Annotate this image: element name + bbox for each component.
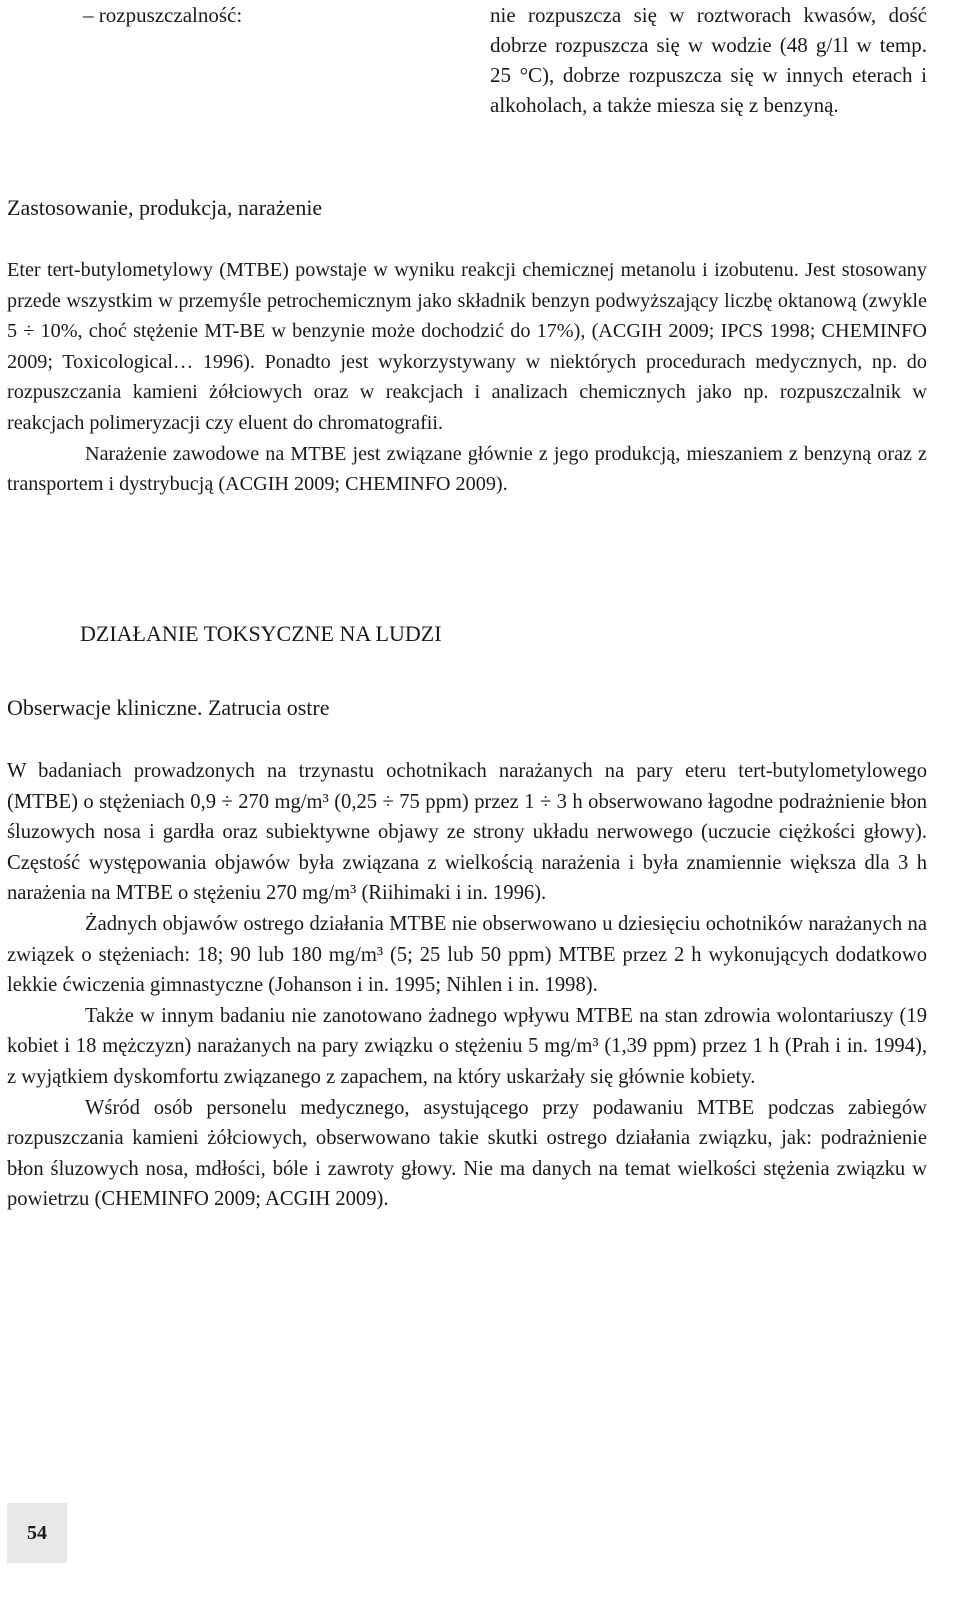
clinical-body bbox=[7, 756, 927, 1215]
page-number: 54 bbox=[27, 1521, 47, 1544]
clinical-observations-heading: Obserwacje kliniczne. Zatrucia ostre bbox=[7, 695, 330, 720]
clinical-paragraph-2: Żadnych objawów ostrego działania MTBE nie obserwowano u dziesięciu ochotników narażanych na związek o stężeniach: 18; 90 lub 180 mg/m³ (5; 25 lub 50 ppm) MTBE przez 2 h wykonujących dodatkowo lekkie ćwiczenia gimnastyczne (Johanson i in. 1995; Nihlen i in. 1998). bbox=[7, 912, 927, 997]
section-paragraph-1: Eter tert-butylometylowy (MTBE) powstaje w wyniku reakcji chemicznej metanolu i izobutenu. Jest stosowany przede wszystkim w przemyśle petrochemicznym jako składnik benzyn podwyższający liczbę oktanową (zwykle 5 ÷ 10%, choć stężenie MT-BE w benzynie może dochodzić do 17%), (ACGIH 2009; IPCS 1998; CHEMINFO 2009; Toxicological… 1996). Ponadto jest wykorzystywany w niektórych procedurach medycznych, np. do rozpuszczania kamieni żółciowych oraz w reakcjach i analizach chemicznych jako np. rozpuszczalnik w reakcjach polimeryzacji czy eluent do chromatografii. bbox=[7, 259, 927, 434]
property-value: nie rozpuszcza się w roztworach kwasów, dość dobrze rozpuszcza się w wodzie (48 g/1l w temp. 25 °C), dobrze rozpuszcza się w innych eterach i alkoholach, a także miesza się z benzyną. bbox=[490, 3, 927, 117]
property-row bbox=[7, 0, 927, 150]
clinical-paragraph-3: Także w innym badaniu nie zanotowano żadnego wpływu MTBE na stan zdrowia wolontariuszy (19 kobiet i 18 mężczyzn) narażanych na pary związku o stężeniu 5 mg/m³ (1,39 ppm) przez 1 h (Prah i in. 1994), z wyjątkiem dyskomfortu związanego z zapachem, na który uskarżały się głównie kobiety. bbox=[7, 1004, 927, 1088]
section-paragraph-2: Narażenie zawodowe na MTBE jest związane głównie z jego produkcją, mieszaniem z benzyną oraz z transportem i dystrybucją (ACGIH 2009; CHEMINFO 2009). bbox=[7, 442, 927, 496]
section-body bbox=[7, 255, 927, 500]
clinical-paragraph-4: Wśród osób personelu medycznego, asystującego przy podawaniu MTBE podczas zabiegów rozpuszczania kamieni żółciowych, obserwowano takie skutki ostrego działania związku, jak: podrażnienie błon śluzowych nosa, mdłości, bóle i zawroty głowy. Nie ma danych na temat wielkości stężenia związku w powietrzu (CHEMINFO 2009; ACGIH 2009). bbox=[7, 1096, 927, 1211]
clinical-paragraph-1: W badaniach prowadzonych na trzynastu ochotnikach narażanych na pary eteru tert-butylometylowego (MTBE) o stężeniach 0,9 ÷ 270 mg/m³ (0,25 ÷ 75 ppm) przez 1 ÷ 3 h obserwowano łagodne podrażnienie błon śluzowych nosa i gardła oraz subiektywne objawy ze strony układu nerwowego (uczucie ciężkości głowy). Częstość występowania objawów była związana z wielkością narażenia i była znamiennie większa dla 3 h narażenia na MTBE o stężeniu 270 mg/m³ (Riihimaki i in. 1996). bbox=[7, 760, 927, 905]
property-label: – rozpuszczalność: bbox=[83, 3, 243, 27]
page-number-box bbox=[7, 1503, 67, 1563]
section-heading: Zastosowanie, produkcja, narażenie bbox=[7, 195, 323, 220]
toxic-effects-heading: DZIAŁANIE TOKSYCZNE NA LUDZI bbox=[80, 621, 442, 646]
